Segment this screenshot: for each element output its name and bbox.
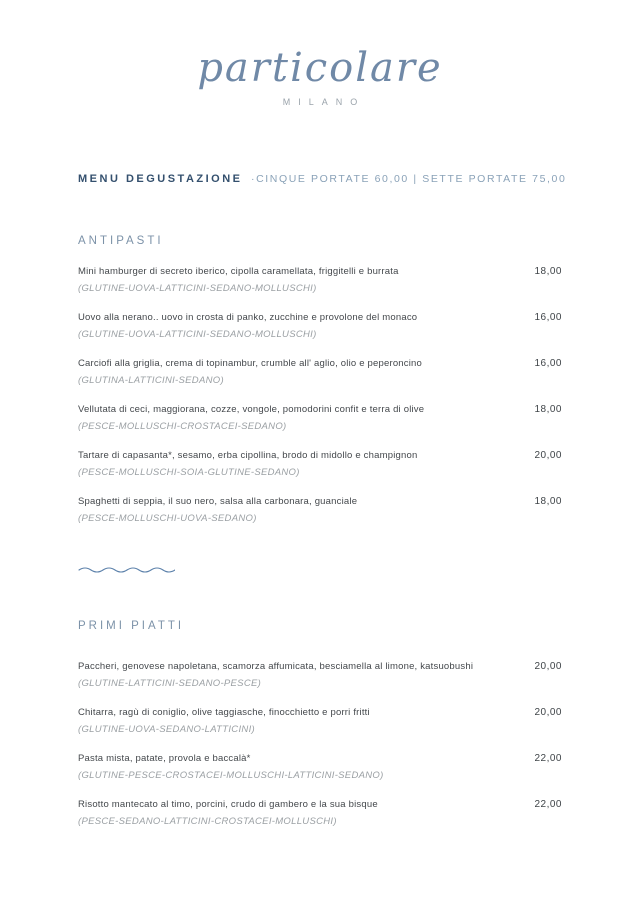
dish-name: Chitarra, ragù di coniglio, olive taggiasche, finocchietto e porri fritti <box>78 707 370 718</box>
menu-item <box>78 263 562 297</box>
antipasti-items <box>78 263 562 527</box>
dish-price: 20,00 <box>534 707 562 718</box>
dish-allergens: (GLUTINE-UOVA-SEDANO-LATTICINI) <box>78 724 255 735</box>
dish-name: Spaghetti di seppia, il suo nero, salsa alla carbonara, guanciale <box>78 496 358 507</box>
section-title-primi-piatti: PRIMI PIATTI <box>78 620 185 632</box>
dish-allergens: (PESCE-SEDANO-LATTICINI-CROSTACEI-MOLLUSCHI) <box>78 816 337 827</box>
menu-item <box>78 796 562 830</box>
dish-price: 16,00 <box>534 312 562 323</box>
dish-price: 18,00 <box>534 266 562 277</box>
menu-item <box>78 658 562 692</box>
dish-allergens: (GLUTINE-LATTICINI-SEDANO-PESCE) <box>78 678 262 689</box>
primi-piatti-items <box>78 658 562 830</box>
dish-price: 20,00 <box>534 661 562 672</box>
section-antipasti <box>78 233 562 527</box>
dish-name: Tartare di capasanta*, sesamo, erba cipollina, brodo di midollo e champignon <box>78 450 418 461</box>
dish-allergens: (GLUTINE-UOVA-LATTICINI-SEDANO-MOLLUSCHI) <box>78 329 317 340</box>
dish-price: 18,00 <box>534 496 562 507</box>
dish-price: 22,00 <box>534 799 562 810</box>
dish-price: 22,00 <box>534 753 562 764</box>
menu-item <box>78 355 562 389</box>
menu-item <box>78 750 562 784</box>
dish-name: Carciofi alla griglia, crema di topinambur, crumble all' aglio, olio e peperoncino <box>78 358 423 369</box>
dish-name: Vellutata di ceci, maggiorana, cozze, vongole, pomodorini confit e terra di olive <box>78 404 425 415</box>
menu-item <box>78 401 562 435</box>
menu-item <box>78 447 562 481</box>
dish-name: Paccheri, genovese napoletana, scamorza affumicata, besciamella al limone, katsuobushi <box>78 661 474 672</box>
section-title-antipasti: ANTIPASTI <box>78 235 164 247</box>
squiggle-divider-icon <box>78 565 562 575</box>
brand-logo-city: MILANO <box>282 97 366 107</box>
dish-allergens: (PESCE-MOLLUSCHI-UOVA-SEDANO) <box>78 513 257 524</box>
dish-price: 20,00 <box>534 450 562 461</box>
dish-price: 16,00 <box>534 358 562 369</box>
menu-item <box>78 309 562 343</box>
dish-name: Risotto mantecato al timo, porcini, crudo di gambero e la sua bisque <box>78 799 378 810</box>
brand-logo-script: particolare <box>197 45 443 91</box>
dish-name: Mini hamburger di secreto iberico, cipolla caramellata, friggitelli e burrata <box>78 266 399 277</box>
menu-item <box>78 704 562 738</box>
menu-item <box>78 493 562 527</box>
dish-allergens: (PESCE-MOLLUSCHI-SOIA-GLUTINE-SEDANO) <box>78 467 300 478</box>
degustazione-title: MENU DEGUSTAZIONE <box>78 173 243 185</box>
brand-logo <box>0 40 640 107</box>
section-primi-piatti <box>78 618 562 830</box>
degustazione-header <box>78 169 580 187</box>
menu-body <box>78 233 562 842</box>
dish-name: Pasta mista, patate, provola e baccalà* <box>78 753 251 764</box>
dish-allergens: (PESCE-MOLLUSCHI-CROSTACEI-SEDANO) <box>78 421 287 432</box>
degustazione-subtitle: ·CINQUE PORTATE 60,00 | SETTE PORTATE 75,00 <box>250 173 567 185</box>
dish-price: 18,00 <box>534 404 562 415</box>
dish-name: Uovo alla nerano.. uovo in crosta di panko, zucchine e provolone del monaco <box>78 312 418 323</box>
dish-allergens: (GLUTINE-UOVA-LATTICINI-SEDANO-MOLLUSCHI) <box>78 283 317 294</box>
dish-allergens: (GLUTINE-PESCE-CROSTACEI-MOLLUSCHI-LATTICINI-SEDANO) <box>78 770 384 781</box>
dish-allergens: (GLUTINA-LATTICINI-SEDANO) <box>78 375 224 386</box>
